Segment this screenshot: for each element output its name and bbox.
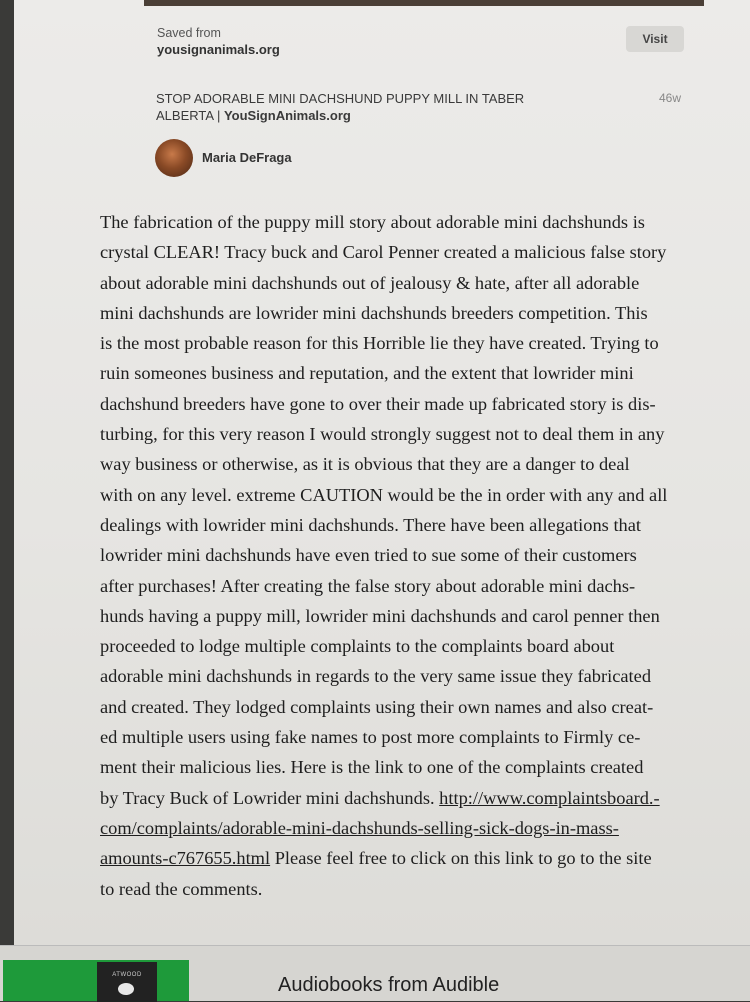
article-line: lowrider mini dachshunds have even tried to sue some of their customers bbox=[100, 545, 637, 566]
article-line: dealings with lowrider mini dachshunds. There have been allegations that bbox=[100, 514, 642, 535]
author-name[interactable]: Maria DeFraga bbox=[202, 150, 292, 165]
complaint-link[interactable]: amounts-c767655.html bbox=[100, 848, 271, 869]
article-line bbox=[100, 843, 740, 873]
pin-age: 46w bbox=[659, 91, 682, 105]
ad-brand: ATWOOD bbox=[112, 972, 142, 978]
saved-from-label: Saved from bbox=[157, 26, 221, 40]
audible-logo-icon bbox=[118, 983, 134, 995]
pin-title-text: STOP ADORABLE MINI DACHSHUND PUPPY MILL IN TABER ALBERTA | bbox=[156, 91, 525, 123]
complaint-link[interactable]: com/complaints/adorable-mini-dachshunds-selling-sick-dogs-in-mass- bbox=[100, 817, 619, 838]
article-line: dachshund breeders have gone to over their made up fabricated story is dis- bbox=[100, 393, 656, 414]
article-line: about adorable mini dachshunds out of jealousy & hate, after all adorable bbox=[100, 272, 640, 293]
pin-page bbox=[14, 0, 750, 945]
article-line: turbing, for this very reason I would strongly suggest not to deal them in any bbox=[100, 424, 665, 445]
complaint-link[interactable]: http://www.complaintsboard.- bbox=[439, 787, 660, 808]
ad-book-cover bbox=[97, 962, 157, 1002]
pin-title[interactable] bbox=[156, 90, 576, 124]
article-line bbox=[100, 813, 740, 843]
article-line: proceeded to lodge multiple complaints to the complaints board about bbox=[100, 636, 615, 657]
article-line bbox=[100, 783, 740, 813]
saved-from bbox=[157, 26, 280, 57]
article-line: ruin someones business and reputation, and the extent that lowrider mini bbox=[100, 363, 634, 384]
cut-off-text bbox=[104, 932, 664, 944]
article-line: crystal CLEAR! Tracy buck and Carol Penner created a malicious false story bbox=[100, 242, 667, 263]
article-line: way business or otherwise, as it is obvious that they are a danger to deal bbox=[100, 454, 630, 475]
visit-button[interactable]: Visit bbox=[626, 26, 684, 52]
pin-title-source: YouSignAnimals.org bbox=[223, 108, 351, 123]
ad-thumbnail[interactable] bbox=[3, 960, 189, 1001]
article-line: ed multiple users using fake names to post more complaints to Firmly ce- bbox=[100, 727, 641, 748]
article-line: ment their malicious lies. Here is the link to one of the complaints created bbox=[100, 757, 644, 778]
article-text bbox=[100, 207, 740, 904]
avatar[interactable] bbox=[155, 139, 193, 177]
article-line: adorable mini dachshunds in regards to the very same issue they fabricated bbox=[100, 666, 652, 687]
article-line: and created. They lodged complaints using their own names and also creat- bbox=[100, 696, 654, 717]
article-line: is the most probable reason for this Horrible lie they have created. Trying to bbox=[100, 333, 659, 354]
article-line: with on any level. extreme CAUTION would be the in order with any and all bbox=[100, 484, 668, 505]
saved-from-link[interactable]: yousignanimals.org bbox=[157, 42, 280, 57]
article-line: after purchases! After creating the false story about adorable mini dachs- bbox=[100, 575, 636, 596]
article-line: mini dachshunds are lowrider mini dachshunds breeders competition. This bbox=[100, 302, 648, 323]
article-text-segment: Please feel free to click on this link to go to the site bbox=[270, 848, 652, 869]
ad-text[interactable]: Audiobooks from Audible bbox=[278, 974, 500, 996]
article-line: hunds having a puppy mill, lowrider mini dachshunds and carol penner then bbox=[100, 605, 660, 626]
article-line: The fabrication of the puppy mill story about adorable mini dachshunds is bbox=[100, 212, 645, 232]
article-text-segment: by Tracy Buck of Lowrider mini dachshunds. bbox=[100, 787, 440, 808]
pin-image-edge bbox=[144, 0, 704, 6]
article-line: to read the comments. bbox=[100, 878, 263, 899]
